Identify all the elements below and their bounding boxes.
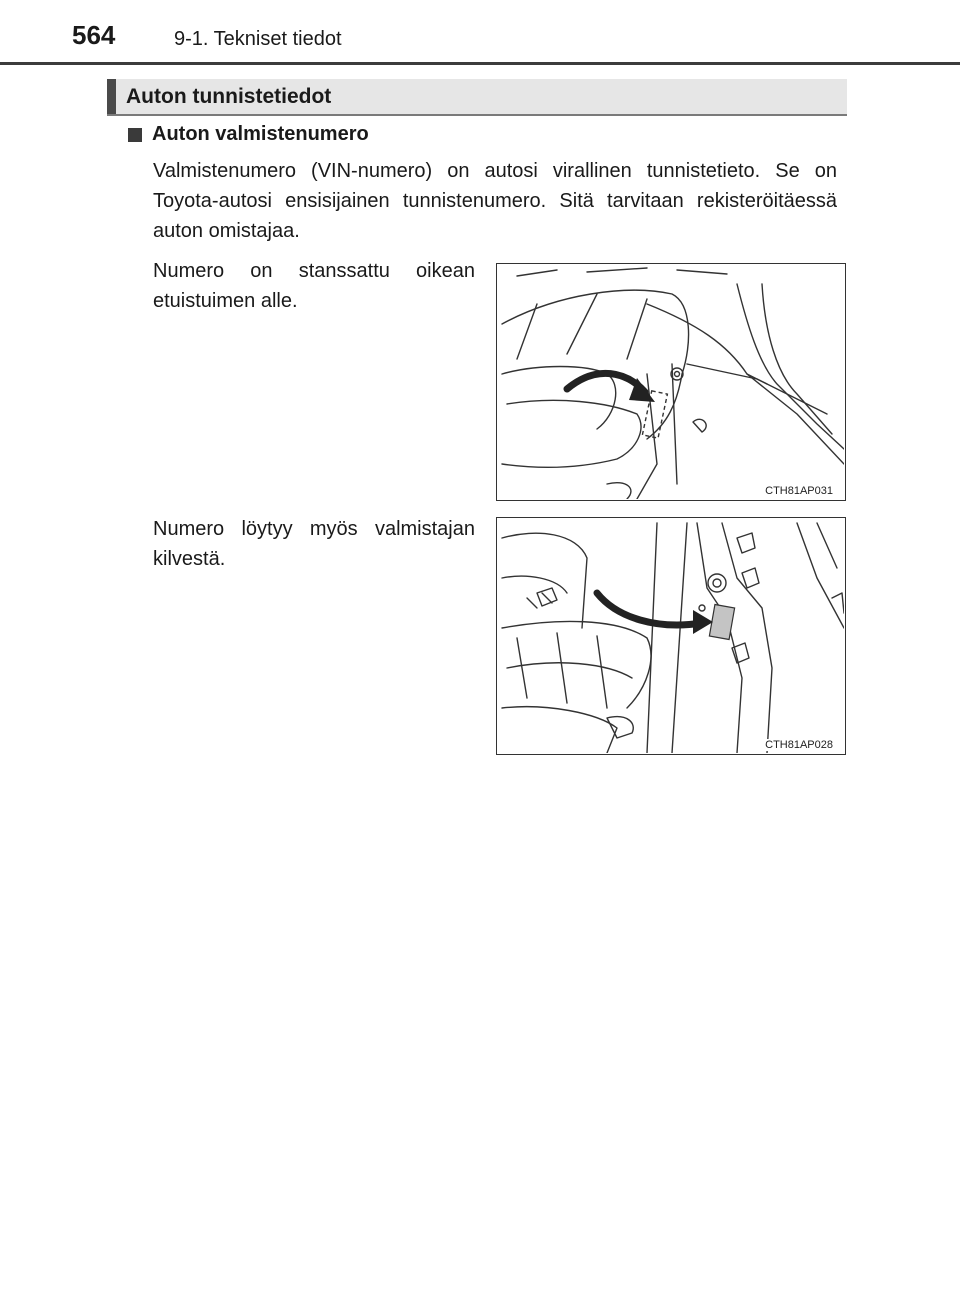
chapter-title: 9-1. Tekniset tiedot — [174, 28, 342, 50]
page-number: 564 — [72, 20, 116, 50]
section-header-rule — [107, 114, 847, 116]
header-rule — [0, 62, 960, 65]
body-paragraph: Valmistenumero (VIN-numero) on autosi virallinen tunnistetieto. Se on Toyota-autosi ensisijainen tunnistenumero. Sitä tarvitaan rekisteröitäessä auton omistajaa. — [153, 160, 837, 242]
figure-pillar-plate — [496, 517, 846, 755]
seat-vin-illustration — [497, 264, 844, 499]
figure-caption-plate: Numero löytyy myös valmistajan kilvestä. — [153, 518, 475, 570]
figure-code: CTH81AP028 — [765, 739, 833, 751]
square-bullet-icon — [128, 128, 142, 142]
figure-code: CTH81AP031 — [765, 485, 833, 497]
subsection-title: Auton valmistenumero — [152, 123, 369, 145]
pillar-plate-illustration — [497, 518, 844, 753]
figure-caption-seat: Numero on stanssattu oikean etuistuimen alle. — [153, 260, 475, 312]
figure-seat-vin — [496, 263, 846, 501]
section-title: Auton tunnistetiedot — [126, 85, 332, 108]
